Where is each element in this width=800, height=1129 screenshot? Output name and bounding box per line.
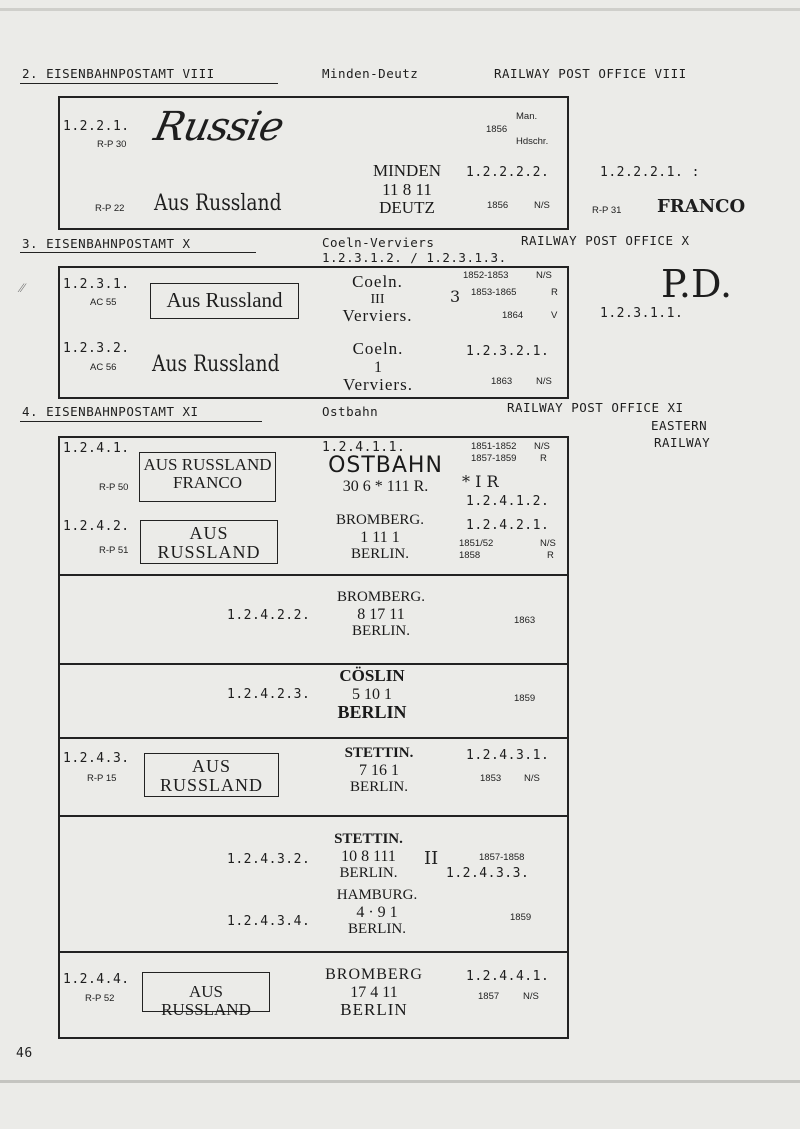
ns-label: N/S <box>540 538 556 549</box>
code-1-2-4-4-1: 1.2.4.4.1. <box>466 969 550 984</box>
row-divider <box>58 815 569 817</box>
pm-line: BERLIN. <box>351 546 409 563</box>
section-4-english-eastern: EASTERN <box>651 418 708 433</box>
row-divider <box>58 574 569 576</box>
stamp-aus-russland-1: Aus Russland <box>154 191 282 216</box>
stamp-aus-russland-2: Aus Russland <box>152 352 280 377</box>
pm-line: Coeln. <box>352 272 403 291</box>
pm-line: 4 · 9 1 <box>356 903 398 921</box>
year-1857-1858: 1857-1858 <box>479 852 525 863</box>
code-1-2-4-1-2: 1.2.4.1.2. <box>466 494 550 509</box>
section-2-heading: 2. EISENBAHNPOSTAMT VIII <box>22 66 215 81</box>
pm-line: BERLIN <box>337 702 407 723</box>
code-1-2-4-2-2: 1.2.4.2.2. <box>227 608 311 623</box>
section-4-heading: 4. EISENBAHNPOSTAMT XI <box>22 404 199 419</box>
ref-rp15: R-P 15 <box>87 773 117 784</box>
section-3-english: RAILWAY POST OFFICE X <box>521 233 690 248</box>
code-1-2-4-2-3: 1.2.4.2.3. <box>227 687 311 702</box>
pm-line: DEUTZ <box>379 198 435 218</box>
row-divider <box>58 663 569 665</box>
pm-line: III <box>370 291 385 307</box>
year-1858: 1858 <box>459 550 481 561</box>
year-1851-52: 1851/52 <box>459 538 494 549</box>
year-1863: 1863 <box>491 376 513 387</box>
year-1856: 1856 <box>487 200 509 211</box>
pm-line: BERLIN. <box>339 865 398 882</box>
code-1-2-4-2: 1.2.4.2. <box>63 519 130 534</box>
year-1864: 1864 <box>502 310 524 321</box>
code-1-2-4-1-1: 1.2.4.1.1. <box>322 440 406 455</box>
year-1853: 1853 <box>480 773 502 784</box>
section-3-subcodes: 1.2.3.1.2. / 1.2.3.1.3. <box>322 250 507 265</box>
pm-line: MINDEN <box>373 161 441 180</box>
ref-rp30: R-P 30 <box>97 139 127 150</box>
code-1-2-3-2: 1.2.3.2. <box>63 341 130 356</box>
row-divider <box>58 737 569 739</box>
ns-label: N/S <box>534 200 550 211</box>
year-1859: 1859 <box>514 693 536 704</box>
pm-line: 1 <box>374 358 382 376</box>
code-1-2-4-2-1: 1.2.4.2.1. <box>466 518 550 533</box>
bottom-edge-shadow <box>0 1080 800 1083</box>
ns-label: N/S <box>534 441 550 452</box>
pm-line: BROMBERG. <box>336 512 424 528</box>
postmark-stettin-berlin-2 <box>326 831 411 882</box>
pm-line: STETTIN. <box>334 831 403 847</box>
ref-ac56: AC 56 <box>90 362 117 373</box>
pm-line: OSTBAHN <box>328 453 443 478</box>
pm-line: CÖSLIN <box>339 666 405 685</box>
russie-handwritten: Russie <box>150 104 288 150</box>
ns-label: N/S <box>523 991 539 1002</box>
stamp-line: RUSSLAND <box>157 541 261 562</box>
section-4-english: RAILWAY POST OFFICE XI <box>507 400 684 415</box>
postmark-coslin-berlin <box>322 667 422 723</box>
postmark-coeln-verviers-1 <box>330 273 425 326</box>
pm-line: Verviers. <box>342 306 413 326</box>
stamp-aus-russland-2line <box>140 520 278 564</box>
postmark-bromberg-berlin-1 <box>325 512 435 563</box>
pm-line: 7 16 1 <box>359 761 399 779</box>
code-1-2-3-1-1: 1.2.3.1.1. <box>600 306 684 321</box>
stamp-text: AUS RUSSLAND <box>161 982 251 1019</box>
note-man: Man. <box>516 111 538 122</box>
r-label: R <box>540 453 547 464</box>
stamp-aus-russland-4 <box>142 972 270 1019</box>
section-4-underline <box>20 421 262 422</box>
section-3-underline <box>20 252 256 253</box>
stamp-aus-russland-framed <box>150 283 299 319</box>
ref-rp50: R-P 50 <box>99 482 129 493</box>
pm-line: Verviers. <box>343 375 413 395</box>
ref-rp52: R-P 52 <box>85 993 115 1004</box>
note-hdschr: Hdschr. <box>516 136 549 147</box>
year-1859: 1859 <box>510 912 532 923</box>
pm-line: BERLIN. <box>352 623 410 640</box>
year-1857: 1857 <box>478 991 500 1002</box>
postmark-stettin-berlin-1 <box>324 745 434 796</box>
year-1853-1865: 1853-1865 <box>471 287 517 298</box>
pm-line: 8 17 11 <box>357 605 405 623</box>
code-1-2-2-1: 1.2.2.1. <box>63 119 130 134</box>
pm-line: 10 8 111 <box>341 847 396 865</box>
pm-line: 30 6 * 111 R. <box>342 478 429 496</box>
stamp-aus-russland-3 <box>144 753 279 797</box>
ns-label: N/S <box>536 376 552 387</box>
stamp-line: AUS <box>191 756 231 776</box>
ref-rp22: R-P 22 <box>95 203 125 214</box>
code-1-2-4-1: 1.2.4.1. <box>63 441 130 456</box>
postmark-ostbahn <box>318 454 453 496</box>
code-1-2-4-3-3: 1.2.4.3.3. <box>446 866 530 881</box>
pm-line: Coeln. <box>352 339 404 358</box>
pm-line: BERLIN <box>340 1000 408 1020</box>
postmark-minden-deutz <box>362 162 452 218</box>
ns-label: N/S <box>536 270 552 281</box>
numeral-ii: II <box>424 848 439 869</box>
year-1851-1852: 1851-1852 <box>471 441 517 452</box>
pm-line: 17 4 11 <box>350 983 398 1001</box>
pm-line: BERLIN. <box>348 921 406 938</box>
ir-mark: * I R <box>462 472 499 491</box>
pm-line: STETTIN. <box>344 745 414 761</box>
year-1863: 1863 <box>514 615 536 626</box>
note-year-1856: 1856 <box>486 124 508 135</box>
v-label: V <box>551 310 558 321</box>
ref-ac55: AC 55 <box>90 297 117 308</box>
ref-rp51: R-P 51 <box>99 545 129 556</box>
stamp-line: FRANCO <box>173 472 242 492</box>
pm-line: HAMBURG. <box>336 887 418 903</box>
section-2-english: RAILWAY POST OFFICE VIII <box>494 66 687 81</box>
year-1857-1859: 1857-1859 <box>471 453 517 464</box>
stamp-franco: FRANCO <box>657 196 746 217</box>
r-label: R <box>547 550 554 561</box>
numeral-3: 3 <box>450 287 461 306</box>
section-2-underline <box>20 83 278 84</box>
code-1-2-4-3-1: 1.2.4.3.1. <box>466 748 550 763</box>
section-2-route: Minden-Deutz <box>322 66 419 81</box>
code-1-2-2-2-2: 1.2.2.2.2. <box>466 165 550 180</box>
code-1-2-4-3: 1.2.4.3. <box>63 751 130 766</box>
row-divider <box>58 951 569 953</box>
postmark-bromberg-berlin-2 <box>326 589 436 640</box>
pm-line: 11 8 11 <box>382 179 432 199</box>
pm-line: BROMBERG <box>325 966 423 983</box>
page-number: 46 <box>16 1046 33 1061</box>
pm-line: 1 11 1 <box>360 528 400 546</box>
r-label: R <box>551 287 558 298</box>
section-4-route: Ostbahn <box>322 404 379 419</box>
pm-line: BROMBERG. <box>337 589 425 605</box>
margin-tick-mark: ⁄⁄ <box>20 281 25 296</box>
section-3-route: Coeln-Verviers <box>322 235 435 250</box>
stamp-line: RUSSLAND <box>159 774 264 795</box>
code-1-2-4-3-2: 1.2.4.3.2. <box>227 852 311 867</box>
section-4-english-railway: RAILWAY <box>654 435 711 450</box>
stamp-line: AUS RUSSLAND <box>143 455 272 474</box>
pm-line: 5 10 1 <box>352 685 392 703</box>
pm-line: BERLIN. <box>350 779 408 796</box>
code-1-2-2-2-1: 1.2.2.2.1. : <box>600 165 700 180</box>
ref-rp31: R-P 31 <box>592 205 622 216</box>
postmark-coeln-verviers-2 <box>328 340 428 395</box>
stamp-pd: P.D. <box>661 262 733 306</box>
stamp-line: AUS <box>189 523 229 543</box>
ns-label: N/S <box>524 773 540 784</box>
section-3-heading: 3. EISENBAHNPOSTAMT X <box>22 236 191 251</box>
stamp-text: Aus Russland <box>166 288 283 312</box>
code-1-2-4-3-4: 1.2.4.3.4. <box>227 914 311 929</box>
code-1-2-3-2-1: 1.2.3.2.1. <box>466 344 550 359</box>
code-1-2-4-4: 1.2.4.4. <box>63 972 130 987</box>
postmark-hamburg-berlin <box>322 887 432 938</box>
stamp-aus-russland-franco <box>139 452 276 502</box>
code-1-2-3-1: 1.2.3.1. <box>63 277 130 292</box>
postmark-bromberg-berlin-3 <box>324 966 424 1020</box>
year-1852-1853: 1852-1853 <box>463 270 509 281</box>
top-edge-shadow <box>0 8 800 11</box>
